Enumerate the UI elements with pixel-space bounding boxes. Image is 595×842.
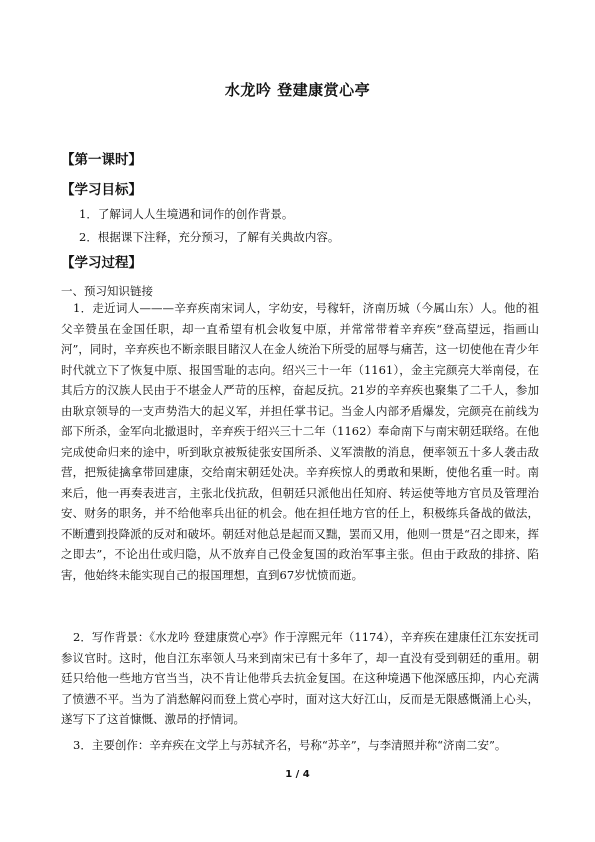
page-number: 1 / 4 bbox=[285, 769, 310, 780]
goal-item-1: 1．了解词人人生境遇和词作的创作背景。 bbox=[79, 207, 294, 221]
page-title: 水龙吟 登建康赏心亭 bbox=[224, 81, 371, 99]
paragraph-main-works: 3．主要创作：辛弃疾在文学上与苏轼齐名，号称“苏辛”，与李清照并称“济南二安”。 bbox=[73, 738, 507, 752]
paragraph-background: 2．写作背景：《水龙吟 登建康赏心亭》作于淳熙元年（1174），辛弃疾在建康任江东安抚司参议官时。这时，他自江东率领人马来到南宋已有十多年了，却一直没有受到朝廷的重用。朝廷只给他一些地方官当当，决不肯让他带兵去抗金复国。在这种境遇下他深感压抑，内心充满了愤懑不平。当为了消愁解闷而登上赏心亭时，面对这大好江山，反而是无限感慨涌上心头，遂写下了这首慷慨、激昂的抒情词。 bbox=[61, 630, 539, 726]
subsection-heading: 一、预习知识链接 bbox=[61, 284, 153, 298]
section-heading-process: 【学习过程】 bbox=[61, 255, 142, 271]
goal-item-2: 2．根据课下注释，充分预习，了解有关典故内容。 bbox=[79, 230, 340, 244]
section-heading-goals: 【学习目标】 bbox=[61, 182, 142, 198]
paragraph-author-intro: 1．走近词人———辛弃疾南宋词人，字幼安，号稼轩，济南历城（今属山东）人。他的祖父辛赞虽在金国任职，却一直希望有机会收复中原，并常常带着辛弃疾“登高望远，指画山河”，同时，辛弃疾也不断亲眼目睹汉人在金人统治下所受的屈辱与痛苦，这一切使他在青少年时代就立下了恢复中原、报国雪耻的志向。绍兴三十一年（1161），金主完颜亮大举南侵，在其后方的汉族人民由于不堪金人严苛的压榨，奋起反抗。21岁的辛弃疾也聚集了二千人，参加由耿京领导的一支声势浩大的起义军，并担任掌书记。当金人内部矛盾爆发，完颜亮在前线为部下所杀，金军向北撤退时，辛弃疾于绍兴三十二年（1162）奉命南下与南宋朝廷联络。在他完成使命归来的途中，听到耿京被叛徒张安国所杀、义军溃散的消息，便率领五十多人袭击敌营，把叛徒擒拿带回建康，交给南宋朝廷处决。辛弃疾惊人的勇敢和果断，使他名重一时。南来后，他一再奏表进言，主张北伐抗敌，但朝廷只派他出任知府、转运使等地方官员及管理治安、财务的职务，并不给他率兵出征的机会。他在担任地方官的任上，积极练兵备战的做法，不断遭到投降派的反对和破坏。朝廷对他总是起而又黜，罢而又用，他则一贯是“召之即来，挥之即去”，不论出仕或归隐，从不放弃自己伇金复国的政治军事主张。但由于政敌的排挤、陷害，他始终未能实现自己的报国理想，直到67岁忧愤而逝。 bbox=[61, 301, 539, 582]
section-heading-lesson: 【第一课时】 bbox=[61, 152, 142, 168]
